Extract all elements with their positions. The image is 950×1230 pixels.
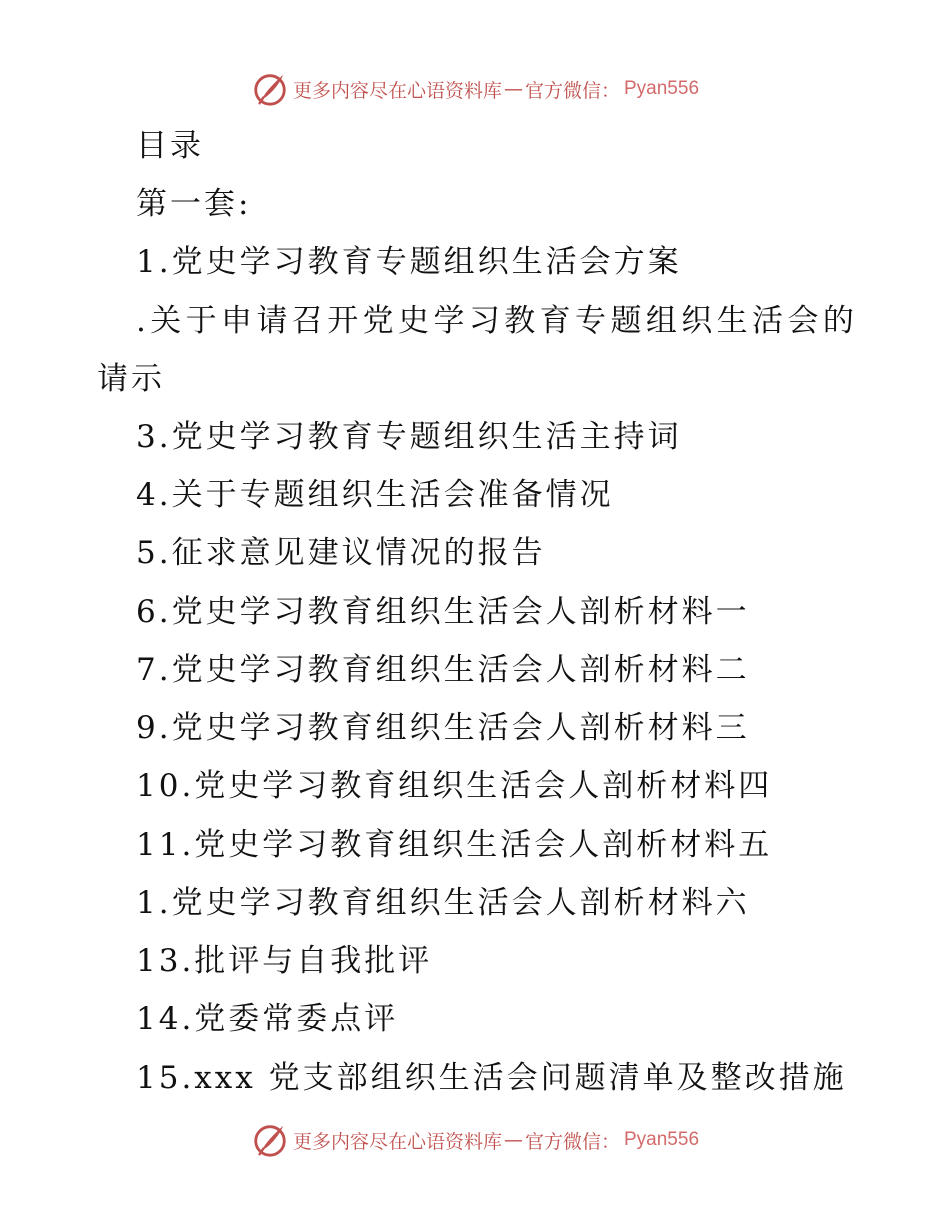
- toc-item: 11.党史学习教育组织生活会人剖析材料五: [136, 827, 773, 863]
- toc-item: 14.党委常委点评: [136, 1001, 399, 1037]
- toc-item-continuation: 请示: [97, 361, 165, 397]
- toc-item: 9.党史学习教育组织生活会人剖析材料三: [136, 710, 750, 746]
- toc-item: 10.党史学习教育组织生活会人剖析材料四: [136, 768, 773, 804]
- watermark-main-text: 更多内容尽在心语资料库: [292, 1130, 502, 1153]
- toc-set-heading: 第一套:: [136, 186, 252, 222]
- toc-item: 1.党史学习教育专题组织生活会方案: [136, 244, 682, 280]
- toc-item: 6.党史学习教育组织生活会人剖析材料一: [136, 594, 750, 630]
- watermark-main-text: 更多内容尽在心语资料库: [292, 79, 502, 102]
- watermark-wechat-label: 官方微信：: [524, 79, 620, 102]
- toc-item: 4.关于专题组织生活会准备情况: [136, 477, 614, 513]
- watermark-dash: —: [503, 78, 523, 100]
- toc-item: 13.批评与自我批评: [136, 943, 433, 979]
- watermark-dash: —: [503, 1129, 523, 1151]
- footer-watermark: [0, 1121, 950, 1159]
- toc-item: 7.党史学习教育组织生活会人剖析材料二: [136, 652, 750, 688]
- watermark-wechat-id: Pyan556: [624, 1129, 700, 1150]
- watermark-wechat-id: Pyan556: [624, 78, 700, 99]
- toc-item: 15.xxx 党支部组织生活会问题清单及整改措施: [136, 1060, 847, 1096]
- toc-item: 3.党史学习教育专题组织生活主持词: [136, 419, 682, 455]
- feather-circle-logo-icon: [251, 70, 289, 108]
- toc-item: 5.征求意见建议情况的报告: [136, 535, 546, 571]
- feather-circle-logo-icon: [251, 1121, 289, 1159]
- toc-item: 1.党史学习教育组织生活会人剖析材料六: [136, 885, 750, 921]
- watermark-wechat-label: 官方微信：: [524, 1130, 620, 1153]
- toc-item: .关于申请召开党史学习教育专题组织生活会的: [136, 303, 859, 339]
- toc-title: 目录: [136, 128, 204, 164]
- header-watermark: [0, 70, 950, 108]
